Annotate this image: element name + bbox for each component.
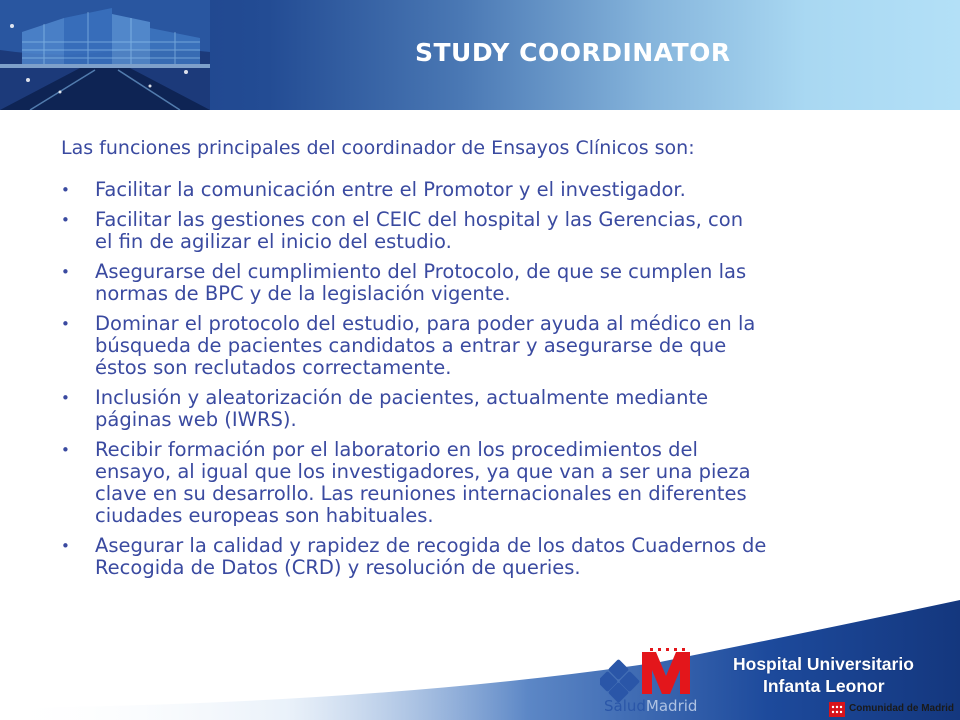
bullet-marker: • [61, 263, 70, 281]
bullet-marker: • [61, 441, 70, 459]
bullet-item [61, 179, 911, 201]
bullet-line: Facilitar las gestiones con el CEIC del hospital y las Gerencias, con [95, 208, 744, 231]
bullet-item [61, 387, 911, 431]
bullet-line: búsqueda de pacientes candidatos a entrar y asegurarse de que [95, 334, 727, 357]
bullet-marker: • [61, 537, 70, 555]
bullet-line: Asegurarse del cumplimiento del Protocolo, de que se cumplen las [95, 260, 747, 283]
comunidad-label: Comunidad de Madrid [849, 703, 954, 714]
comunidad-flag-icon [829, 702, 845, 717]
salud-word: Salud [604, 697, 646, 715]
bullet-line: Recogida de Datos (CRD) y resolución de queries. [95, 556, 581, 579]
bullet-line: páginas web (IWRS). [95, 408, 297, 431]
bullet-line: Recibir formación por el laboratorio en los procedimientos del [95, 438, 698, 461]
bullet-line: clave en su desarrollo. Las reuniones internacionales en diferentes [95, 482, 747, 505]
intro-text: Las funciones principales del coordinador de Ensayos Clínicos son: [61, 137, 695, 159]
bullet-line: ciudades europeas son habituales. [95, 504, 434, 527]
bullet-line: éstos son reclutados correctamente. [95, 356, 452, 379]
salud-madrid-wordmark [604, 697, 697, 715]
stars-icon [829, 702, 845, 717]
bullet-item [61, 261, 911, 305]
slide-title: STUDY COORDINATOR [415, 38, 731, 67]
bullet-list [61, 179, 911, 579]
bullet-item [61, 313, 911, 379]
building-illustration [0, 0, 210, 110]
bullet-line: Dominar el protocolo del estudio, para poder ayuda al médico en la [95, 312, 756, 335]
bullet-marker: • [61, 389, 70, 407]
hospital-name-line1: Hospital Universitario [733, 654, 914, 674]
bullet-line: Facilitar la comunicación entre el Promotor y el investigador. [95, 178, 686, 201]
bullet-marker: • [61, 211, 70, 229]
bullet-item [61, 439, 911, 527]
bullet-line: ensayo, al igual que los investigadores, ya que van a ser una pieza [95, 460, 751, 483]
comunidad-badge [829, 700, 960, 720]
hospital-name-line2: Infanta Leonor [763, 676, 885, 696]
bullet-line: Inclusión y aleatorización de pacientes, actualmente mediante [95, 386, 709, 409]
bullet-line: Asegurar la calidad y rapidez de recogida de los datos Cuadernos de [95, 534, 767, 557]
bullet-line: normas de BPC y de la legislación vigente. [95, 282, 511, 305]
bullet-item [61, 209, 911, 253]
hospital-building-photo [0, 0, 210, 110]
bullet-line: el fin de agilizar el inicio del estudio. [95, 230, 452, 253]
madrid-word: Madrid [645, 697, 698, 715]
bullet-marker: • [61, 181, 70, 199]
bullet-marker: • [61, 315, 70, 333]
bullet-item [61, 535, 911, 579]
slide-content [61, 137, 911, 587]
header-band [0, 0, 960, 110]
